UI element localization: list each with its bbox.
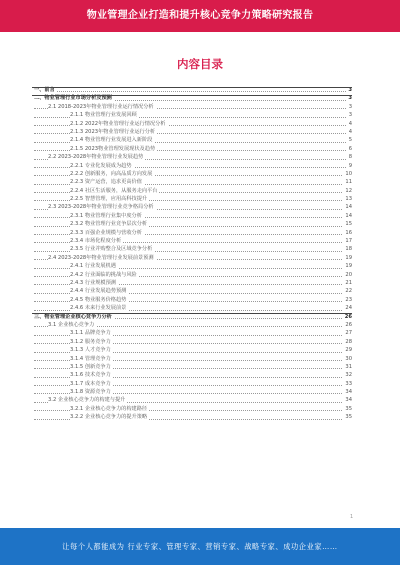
toc-entry[interactable] [34,371,352,379]
toc-entry-label: 2.4.1 行业发展机遇 [70,263,116,270]
toc-entry-page: 17 [345,238,352,245]
toc-entry-page: 31 [345,363,352,370]
toc-entry-label: 2.3.3 百强企业规模与营收分析 [70,229,142,236]
toc-entry[interactable] [34,153,352,161]
toc-entry[interactable] [34,128,352,136]
toc-entry-page: 8 [348,154,352,161]
toc-entry-label: 2.1 2018-2023年物业管理行业运行情况分析 [48,103,154,110]
toc-entry-label: 2.3.2 物业管理行业竞争层次分析 [70,221,148,228]
toc-entry-page: 26 [345,321,352,328]
table-of-contents [34,86,352,422]
toc-entry-label: 2.3.4 市场化程度分析 [70,238,122,245]
toc-entry-page: 33 [345,380,352,387]
toc-entry-label: 3.1.7 成本竞争力 [70,380,111,387]
toc-entry[interactable] [34,195,352,203]
toc-entry[interactable] [34,145,352,153]
toc-entry[interactable] [34,329,352,337]
footer-bar [0,528,400,565]
toc-entry-label: 3.1.1 品牌竞争力 [70,330,111,337]
toc-entry[interactable] [34,103,352,111]
toc-title: 内容目录 [177,57,223,71]
toc-entry-page: 19 [345,263,352,270]
toc-entry-label: 2.4.5 物业服务价格趋势 [70,296,127,303]
toc-entry-page: 4 [348,128,352,135]
toc-entry[interactable] [34,287,352,295]
toc-entry-label: 2.1.3 2023年物业管理行业运行分析 [70,128,156,135]
toc-entry-page: 3 [348,112,352,119]
toc-entry[interactable] [34,120,352,128]
toc-entry-label: 2.3.5 行业并购整合及区域竞争分析 [70,246,153,253]
toc-entry-label: 2.4.3 行业规模预测 [70,279,116,286]
toc-entry-page: 9 [348,162,352,169]
toc-entry-page: 29 [345,347,352,354]
toc-entry-label: 3.2.2 企业核心竞争力的提升策略 [70,414,148,421]
toc-entry-label: 2.1.4 物业管理行业发展进入新阶段 [70,137,153,144]
toc-entry-page: 23 [345,296,352,303]
toc-entry-label: 2.3 2023-2028年物业管理行业竞争格局分析 [48,204,154,211]
toc-entry-page: 34 [345,397,352,404]
toc-entry-label: 三、物业管理企业核心竞争力分析 [34,313,112,320]
toc-entry-label: 2.1.1 物业管理行业发展回顾 [70,112,137,119]
toc-entry-page: 13 [345,196,352,203]
toc-entry-page: 18 [345,246,352,253]
toc-entry-page: 5 [348,137,352,144]
toc-entry[interactable] [34,245,352,253]
toc-entry[interactable] [34,313,352,321]
toc-entry[interactable] [34,136,352,144]
toc-entry[interactable] [34,229,352,237]
toc-entry[interactable] [34,203,352,211]
toc-entry-label: 2.2.5 智慧管理，应用高科技提升 [70,196,148,203]
toc-entry-label: 一、前言 [34,87,55,93]
toc-entry-page: 28 [345,338,352,345]
toc-entry[interactable] [34,396,352,404]
toc-entry-page: 14 [345,212,352,219]
toc-entry-page: 34 [345,389,352,396]
toc-entry-label: 3.1 企业核心竞争力 [48,321,95,328]
toc-entry[interactable] [34,271,352,279]
toc-entry[interactable] [34,237,352,245]
toc-entry[interactable] [34,220,352,228]
toc-entry[interactable] [34,212,352,220]
toc-entry[interactable] [34,296,352,304]
toc-entry-label: 3.1.2 服务竞争力 [70,338,111,345]
toc-entry-label: 3.1.6 技术竞争力 [70,372,111,379]
toc-entry-label: 2.3.1 物业管理行业集中度分析 [70,212,142,219]
toc-entry-page: 14 [345,204,352,211]
footer-slogan: 让每个人都能成为 行业专家、管理专家、营销专家、战略专家、成功企业家…… [62,542,338,551]
toc-entry-label: 2.2.4 社区生活服务，从服务走向平台 [70,187,158,194]
toc-entry[interactable] [34,363,352,371]
toc-entry-page: 11 [345,179,352,186]
toc-entry[interactable] [34,262,352,270]
report-title: 物业管理企业打造和提升核心竞争力策略研究报告 [86,10,314,21]
toc-entry-page: 35 [345,414,352,421]
toc-entry-page: 21 [345,279,352,286]
toc-entry-label: 3.1.4 管理竞争力 [70,355,111,362]
toc-entry-page: 30 [345,355,352,362]
toc-entry-label: 二、物业管理行业市场分析及预测 [34,95,112,102]
toc-entry-label: 2.4 2023-2028年物业管理行业发展前景预测 [48,254,154,261]
toc-entry-page: 3 [348,103,352,110]
report-header-bar [0,0,400,32]
toc-entry[interactable] [34,355,352,363]
toc-entry-label: 2.2.2 创新服务，向高品质方向发展 [70,170,153,177]
toc-entry-label: 3.1.5 创新竞争力 [70,363,111,370]
toc-entry-page: 15 [345,221,352,228]
toc-entry-label: 2.4.6 未来行业发展前景 [70,305,127,312]
toc-entry-label: 3.1.3 人才竞争力 [70,347,111,354]
toc-entry[interactable] [34,94,352,102]
toc-entry-label: 2.2.1 专业化发展成为趋势 [70,162,132,169]
toc-entry[interactable] [34,187,352,195]
toc-entry-label: 2.4.2 行业面临的挑战与风险 [70,271,137,278]
toc-entry[interactable] [34,170,352,178]
toc-entry[interactable] [34,413,352,421]
toc-entry-label: 2.2 2023-2028年物业管理行业发展趋势 [48,154,144,161]
toc-entry-label: 3.2 企业核心竞争力的构建与提升 [48,397,126,404]
toc-entry-page: 4 [348,120,352,127]
toc-entry[interactable] [34,304,352,312]
toc-entry-page: 35 [345,405,352,412]
toc-entry-page: 10 [345,170,352,177]
toc-entry-label: 2.1.2 2022年物业管理行业运行情况分析 [70,120,166,127]
toc-entry-label: 3.2.1 企业核心竞争力的构建路径 [70,405,148,412]
toc-entry-page: 3 [348,95,352,102]
toc-entry-page: 27 [345,330,352,337]
toc-entry[interactable] [34,380,352,388]
toc-entry[interactable] [34,111,352,119]
toc-entry-label: 2.2.3 资产运营，追求更高价值 [70,179,142,186]
toc-entry[interactable] [34,279,352,287]
toc-entry-label: 2.1.5 2023物业管理发展现状及趋势 [70,145,156,152]
toc-entry[interactable] [34,388,352,396]
toc-entry[interactable] [34,346,352,354]
toc-entry[interactable] [34,162,352,170]
toc-entry-page: 19 [345,254,352,261]
page-number: 1 [350,514,354,520]
toc-entry-page: 3 [348,87,352,93]
toc-entry-page: 22 [345,288,352,295]
toc-entry-page: 12 [345,187,352,194]
toc-entry[interactable] [34,178,352,186]
toc-entry[interactable] [34,405,352,413]
toc-entry[interactable] [34,86,352,94]
toc-entry-page: 26 [344,313,352,320]
toc-entry[interactable] [34,254,352,262]
toc-entry-page: 6 [348,145,352,152]
toc-entry-page: 16 [345,229,352,236]
toc-entry-page: 24 [345,305,352,312]
toc-entry-page: 32 [345,372,352,379]
toc-entry-label: 3.1.8 资源竞争力 [70,389,111,396]
toc-entry-page: 20 [345,271,352,278]
toc-entry[interactable] [34,321,352,329]
toc-entry[interactable] [34,338,352,346]
toc-entry-label: 2.4.4 行业发展趋势预测 [70,288,127,295]
